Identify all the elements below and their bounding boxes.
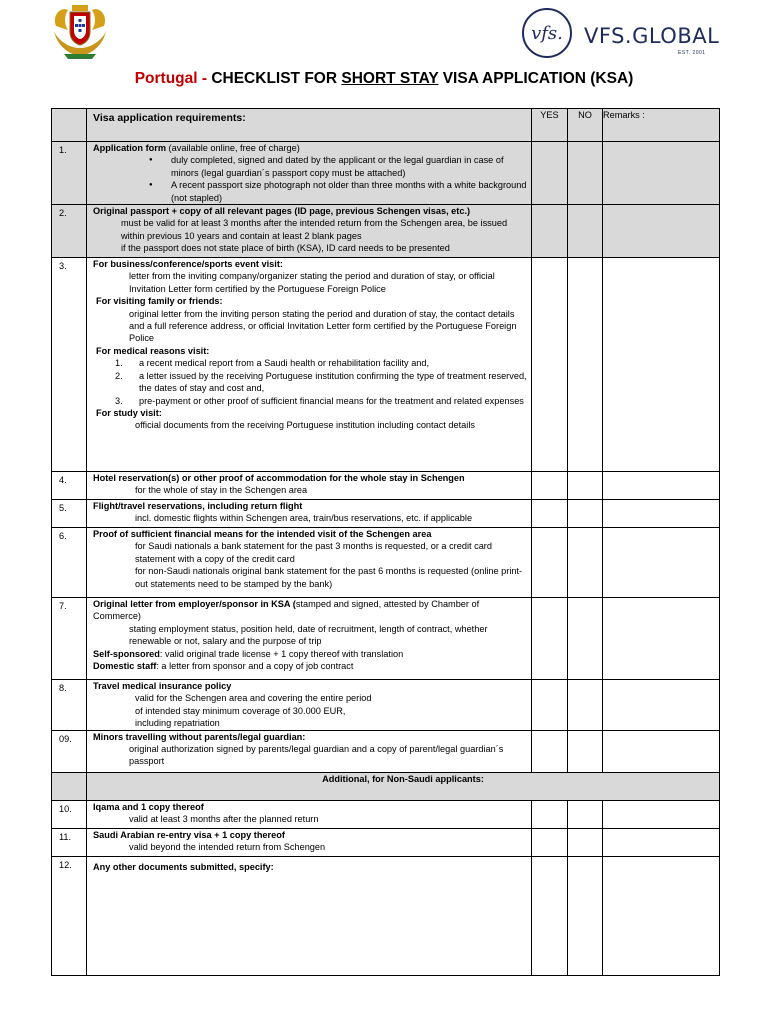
- requirement-cell: [87, 500, 532, 528]
- table-row: [52, 856, 720, 975]
- col-yes: YES: [532, 109, 568, 142]
- remarks-cell[interactable]: [603, 472, 720, 500]
- requirement-title: Travel medical insurance policy: [93, 681, 232, 692]
- remarks-cell[interactable]: [603, 205, 720, 258]
- table-row: [52, 800, 720, 828]
- requirement-title: Original passport + copy of all relevant pages (ID page, previous Schengen visas, etc.): [93, 206, 471, 217]
- table-header-row: [52, 109, 720, 142]
- requirement-cell: [87, 730, 532, 772]
- header-requirements-cell: [87, 109, 532, 142]
- no-checkbox-cell[interactable]: [568, 598, 603, 680]
- no-checkbox-cell[interactable]: [568, 680, 603, 731]
- yes-checkbox-cell[interactable]: [532, 856, 568, 975]
- requirement-title: Flight/travel reservations, including return flight: [93, 501, 303, 512]
- no-checkbox-cell[interactable]: [568, 205, 603, 258]
- table-row: [52, 528, 720, 598]
- requirement-text: valid for the Schengen area and covering the entire period of intended stay minimum coverage of 30.000 EUR, including repatriation: [135, 693, 372, 729]
- requirement-cell: [87, 828, 532, 856]
- row-number: 2.: [52, 205, 87, 258]
- table-row: [52, 472, 720, 500]
- requirement-text: original authorization signed by parents/legal guardian and a copy of parent/legal guardian´s passport: [129, 744, 504, 767]
- table-row: [52, 500, 720, 528]
- vfs-est: EST. 2001: [678, 50, 706, 56]
- checklist-table: [51, 108, 720, 976]
- requirement-cell: [87, 800, 532, 828]
- vfs-global-logo: [522, 6, 722, 62]
- requirement-text: valid beyond the intended return from Schengen: [129, 842, 326, 853]
- requirement-title: Saudi Arabian re-entry visa + 1 copy thereof: [93, 829, 285, 840]
- list-item: 2. a letter issued by the receiving Portuguese institution confirming the type of treatment reserved, the dates of stay and cost and,: [115, 370, 527, 394]
- no-checkbox-cell[interactable]: [568, 730, 603, 772]
- remarks-cell[interactable]: [603, 856, 720, 975]
- title-post: VISA APPLICATION (KSA): [438, 70, 634, 87]
- list-item: 1. a recent medical report from a Saudi health or rehabilitation facility and,: [115, 358, 430, 369]
- requirement-cell: [87, 258, 532, 472]
- list-item: ● duly completed, signed and dated by the applicant or the legal guardian in case of minors (legal guardian´s passport copy must be attached): [171, 154, 527, 179]
- requirement-cell: [87, 856, 532, 975]
- row-number: 11.: [52, 828, 87, 856]
- row-number: 5.: [52, 500, 87, 528]
- no-checkbox-cell[interactable]: [568, 528, 603, 598]
- col-remarks: Remarks :: [603, 109, 720, 142]
- section-header-row: [52, 772, 720, 800]
- no-checkbox-cell[interactable]: [568, 258, 603, 472]
- yes-checkbox-cell[interactable]: [532, 680, 568, 731]
- requirement-cell: [87, 472, 532, 500]
- yes-checkbox-cell[interactable]: [532, 142, 568, 205]
- requirement-text: valid at least 3 months after the planned return: [129, 814, 319, 825]
- title-pre: CHECKLIST FOR: [211, 70, 342, 87]
- self-sponsored-label: Self-sponsored: [93, 648, 160, 659]
- requirement-title: Any other documents submitted, specify:: [93, 861, 274, 872]
- requirement-cell: [87, 680, 532, 731]
- remarks-cell[interactable]: [603, 500, 720, 528]
- domestic-staff-label: Domestic staff: [93, 661, 157, 672]
- table-row: [52, 828, 720, 856]
- requirement-title: Application form: [93, 143, 166, 153]
- list-item: ● A recent passport size photograph not older than three months with a white background (not stapled): [171, 179, 527, 204]
- requirement-cell: [87, 528, 532, 598]
- requirement-text: letter from the inviting company/organizer stating the period and duration of stay, or official Invitation Letter form certified by the Portuguese Foreign Police: [129, 271, 495, 294]
- table-row: [52, 680, 720, 731]
- yes-checkbox-cell[interactable]: [532, 828, 568, 856]
- row-number: 4.: [52, 472, 87, 500]
- title-underlined: SHORT STAY: [341, 70, 439, 87]
- row-number: 1.: [52, 142, 87, 205]
- table-row: [52, 142, 720, 205]
- no-checkbox-cell[interactable]: [568, 800, 603, 828]
- requirement-text: for the whole of stay in the Schengen area: [135, 485, 308, 496]
- requirement-title: Proof of sufficient financial means for the intended visit of the Schengen area: [93, 529, 432, 540]
- row-number: 10.: [52, 800, 87, 828]
- remarks-cell[interactable]: [603, 828, 720, 856]
- requirement-title: Original letter from employer/sponsor in KSA (: [93, 599, 296, 610]
- requirement-text: for non-Saudi nationals original bank statement for the past 6 months is requested (online print-out statements need to be stamped by the bank): [135, 566, 523, 589]
- requirement-cell: [87, 142, 532, 205]
- row-number: 09.: [52, 730, 87, 772]
- domestic-staff-text: : a letter from sponsor and a copy of job contract: [156, 661, 354, 672]
- yes-checkbox-cell[interactable]: [532, 258, 568, 472]
- requirement-text: official documents from the receiving Portuguese institution including contact details: [135, 420, 475, 431]
- col-requirements: Visa application requirements:: [93, 112, 246, 124]
- requirement-subtitle: For visiting family or friends:: [96, 296, 223, 307]
- yes-checkbox-cell[interactable]: [532, 500, 568, 528]
- requirement-title: Iqama and 1 copy thereof: [93, 801, 204, 812]
- requirement-text: stating employment status, position held, date of recruitment, length of contract, whether renewable or not, salary and the purpose of trip: [129, 623, 488, 647]
- requirement-subtitle: For study visit:: [96, 407, 162, 418]
- table-row: [52, 258, 720, 472]
- col-no: NO: [568, 109, 603, 142]
- requirement-text: if the passport does not state place of birth (KSA), ID card needs to be presented: [121, 243, 450, 254]
- no-checkbox-cell[interactable]: [568, 828, 603, 856]
- table-row: [52, 730, 720, 772]
- requirement-cell: [87, 598, 532, 680]
- remarks-cell[interactable]: [603, 800, 720, 828]
- requirement-title: For business/conference/sports event visit:: [93, 259, 283, 270]
- row-number: 7.: [52, 598, 87, 680]
- yes-checkbox-cell[interactable]: [532, 598, 568, 680]
- title-country: Portugal -: [134, 70, 212, 87]
- no-checkbox-cell[interactable]: [568, 142, 603, 205]
- page-title: [0, 70, 768, 88]
- yes-checkbox-cell[interactable]: [532, 730, 568, 772]
- requirement-text: must be valid for at least 3 months after the intended return from the Schengen area, be issued within previous 10 years and contain at least 2 blank pages: [121, 218, 508, 241]
- requirement-text: incl. domestic flights within Schengen area, train/bus reservations, etc. if applicable: [135, 513, 473, 524]
- requirement-title: Minors travelling without parents/legal guardian:: [93, 731, 306, 742]
- table-row: [52, 205, 720, 258]
- remarks-cell[interactable]: [603, 598, 720, 680]
- list-item: 3. pre-payment or other proof of sufficient financial means for the treatment and related expenses: [115, 395, 524, 406]
- no-checkbox-cell[interactable]: [568, 472, 603, 500]
- no-checkbox-cell[interactable]: [568, 500, 603, 528]
- yes-checkbox-cell[interactable]: [532, 528, 568, 598]
- row-number: 12.: [52, 856, 87, 975]
- requirement-text: original letter from the inviting person stating the period and duration of stay, the contact details and a full reference address, or official Invitation Letter form certified by the Portuguese Foreign Police: [129, 308, 517, 344]
- requirement-title: Hotel reservation(s) or other proof of accommodation for the whole stay in Schengen: [93, 473, 465, 484]
- requirement-note: (available online, free of charge): [166, 143, 300, 153]
- table-row: [52, 598, 720, 680]
- section-num-cell: [52, 772, 87, 800]
- yes-checkbox-cell[interactable]: [532, 205, 568, 258]
- additional-section-title: Additional, for Non-Saudi applicants:: [87, 772, 720, 800]
- portugal-coat-of-arms-icon: [50, 2, 110, 60]
- requirement-cell: [87, 205, 532, 258]
- row-number: 3.: [52, 258, 87, 472]
- yes-checkbox-cell[interactable]: [532, 800, 568, 828]
- page-header: [0, 0, 768, 108]
- vfs-name: VFS.GLOBAL: [584, 24, 720, 48]
- header-num-cell: [52, 109, 87, 142]
- yes-checkbox-cell[interactable]: [532, 472, 568, 500]
- requirement-subtitle: For medical reasons visit:: [96, 345, 210, 356]
- row-number: 8.: [52, 680, 87, 731]
- remarks-cell[interactable]: [603, 258, 720, 472]
- requirement-note: stamped and signed, attested by Chamber of Commerce): [93, 599, 480, 622]
- vfs-monogram: vfs.: [522, 8, 572, 58]
- requirement-text: for Saudi nationals a bank statement for the past 3 months is requested, or a credit card statement with a copy of the credit card: [135, 541, 492, 564]
- remarks-cell[interactable]: [603, 528, 720, 598]
- self-sponsored-text: : valid original trade license + 1 copy thereof with translation: [159, 648, 404, 659]
- remarks-cell[interactable]: [603, 730, 720, 772]
- no-checkbox-cell[interactable]: [568, 856, 603, 975]
- row-number: 6.: [52, 528, 87, 598]
- remarks-cell[interactable]: [603, 680, 720, 731]
- remarks-cell[interactable]: [603, 142, 720, 205]
